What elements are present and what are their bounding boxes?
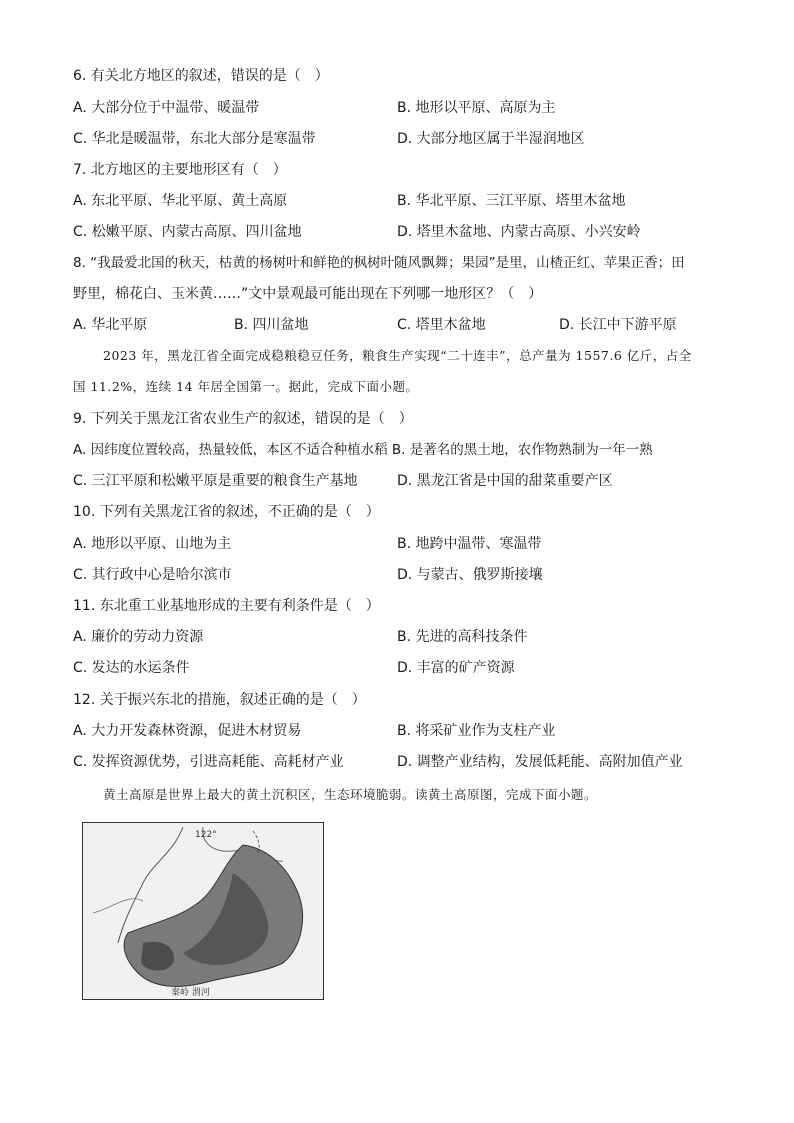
q7-option-d: D. 塔里木盆地、内蒙古高原、小兴安岭 — [397, 224, 641, 240]
q10-stem: 10. 下列有关黑龙江省的叙述，不正确的是（ ） — [73, 504, 380, 520]
q7-option-b: B. 华北平原、三江平原、塔里木盆地 — [397, 193, 626, 209]
q6-option-c: C. 华北是暖温带，东北大部分是寒温带 — [73, 131, 316, 147]
q8-option-b: B. 四川盆地 — [234, 317, 309, 333]
q9-option-d: D. 黑龙江省是中国的甜菜重要产区 — [397, 473, 613, 489]
q10-option-b: B. 地跨中温带、寒温带 — [397, 536, 542, 552]
q7-stem: 7. 北方地区的主要地形区有（ ） — [73, 162, 287, 178]
loess-plateau-map — [82, 822, 324, 1000]
map-label-top: 122° — [195, 830, 217, 840]
q6-option-b: B. 地形以平原、高原为主 — [397, 100, 556, 116]
q12-option-a: A. 大力开发森林资源，促进木材贸易 — [73, 723, 302, 739]
q12-option-c: C. 发挥资源优势，引进高耗能、高耗材产业 — [73, 754, 344, 770]
q12-option-d: D. 调整产业结构，发展低耗能、高附加值产业 — [397, 754, 683, 770]
q6-option-a: A. 大部分位于中温带、暖温带 — [73, 100, 260, 116]
q11-option-c: C. 发达的水运条件 — [73, 660, 190, 676]
passage-heilongjiang-line2: 国 11.2%，连续 14 年居全国第一。据此，完成下面小题。 — [73, 379, 419, 394]
q11-stem: 11. 东北重工业基地形成的主要有利条件是（ ） — [73, 598, 380, 614]
q8-option-c: C. 塔里木盆地 — [397, 317, 486, 333]
q11-option-b: B. 先进的高科技条件 — [397, 629, 528, 645]
q12-option-b: B. 将采矿业作为支柱产业 — [397, 723, 556, 739]
q7-option-a: A. 东北平原、华北平原、黄土高原 — [73, 193, 288, 209]
map-label-bottom: 秦岭 渭河 — [171, 988, 210, 998]
passage-heilongjiang-line1: 2023 年，黑龙江省全面完成稳粮稳豆任务，粮食生产实现“二十连丰”，总产量为 1557.6 亿斤，占全 — [103, 348, 692, 363]
q6-stem: 6. 有关北方地区的叙述，错误的是（ ） — [73, 68, 329, 84]
q8-stem-line1: 8. “我最爱北国的秋天，枯黄的杨树叶和鲜艳的枫树叶随风飘舞；果园”是里，山楂正红、苹果正香；田 — [73, 255, 685, 271]
q11-option-d: D. 丰富的矿产资源 — [397, 660, 515, 676]
q10-option-d: D. 与蒙古、俄罗斯接壤 — [397, 567, 543, 583]
q12-stem: 12. 关于振兴东北的措施，叙述正确的是（ ） — [73, 692, 366, 708]
q9-option-c: C. 三江平原和松嫩平原是重要的粮食生产基地 — [73, 473, 358, 489]
q9-option-ab: A. 因纬度位置较高，热量较低，本区不适合种植水稻 B. 是著名的黑土地，农作物熟制为一年一熟 — [73, 442, 653, 458]
q7-option-c: C. 松嫩平原、内蒙古高原、四川盆地 — [73, 224, 302, 240]
q10-option-c: C. 其行政中心是哈尔滨市 — [73, 567, 232, 583]
q8-option-a: A. 华北平原 — [73, 317, 148, 333]
q10-option-a: A. 地形以平原、山地为主 — [73, 536, 232, 552]
q8-stem-line2: 野里，棉花白、玉米黄……”文中景观最可能出现在下列哪一地形区？（ ） — [73, 286, 543, 302]
loess-plateau-map-drawing — [83, 823, 323, 999]
q8-option-d: D. 长江中下游平原 — [559, 317, 677, 333]
q9-stem: 9. 下列关于黑龙江省农业生产的叙述，错误的是（ ） — [73, 411, 413, 427]
passage-loess-plateau: 黄土高原是世界上最大的黄土沉积区，生态环境脆弱。读黄土高原图，完成下面小题。 — [103, 787, 598, 802]
q11-option-a: A. 廉价的劳动力资源 — [73, 629, 204, 645]
q6-option-d: D. 大部分地区属于半湿润地区 — [397, 131, 585, 147]
